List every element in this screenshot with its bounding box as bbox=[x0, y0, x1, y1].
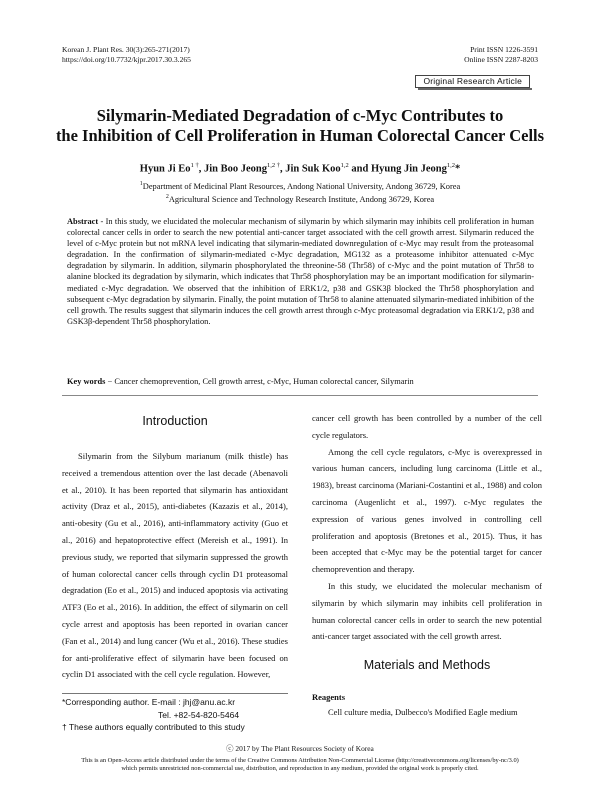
journal-citation: Korean J. Plant Res. 30(3):265-271(2017) bbox=[62, 45, 190, 54]
keywords: Key words − Cancer chemoprevention, Cell growth arrest, c-Myc, Human colorectal cancer, Silymarin bbox=[67, 377, 414, 386]
doi-link[interactable]: https://doi.org/10.7732/kjpr.2017.30.3.265 bbox=[62, 55, 191, 64]
affiliation-1: $^1$Department of Medicinal Plant Resources, Andong National University, Andong 36729, Korea bbox=[139, 181, 461, 191]
online-issn: Online ISSN 2287-8203 bbox=[464, 55, 538, 64]
author-sup: 1,2 † bbox=[266, 162, 280, 169]
title-line-2: the Inhibition of Cell Proliferation in Human Colorectal Cancer Cells bbox=[55, 126, 545, 145]
intro-paragraph-1-continued: cancer cell growth has been controlled by a number of the cell cycle regulators. bbox=[312, 413, 542, 440]
print-issn: Print ISSN 1226-3591 bbox=[470, 45, 538, 54]
reagents-subheading: Reagents bbox=[312, 692, 346, 702]
license-footer bbox=[30, 757, 570, 773]
journal-header bbox=[62, 45, 191, 65]
footnote bbox=[62, 696, 288, 734]
affiliations bbox=[40, 179, 560, 205]
author-sup: 1,2 bbox=[340, 162, 349, 169]
author-name: Jin Suk Koo bbox=[285, 163, 341, 175]
issn-block bbox=[464, 45, 538, 65]
methods-column bbox=[312, 704, 542, 721]
intro-left-column bbox=[62, 448, 288, 683]
author-sep: , bbox=[279, 163, 286, 175]
author-list bbox=[40, 160, 560, 176]
introduction-heading: Introduction bbox=[142, 414, 208, 428]
paper-title bbox=[40, 106, 560, 146]
author-sup: 1,2 bbox=[446, 162, 455, 169]
affiliation-2: $^2$Agricultural Science and Technology Research Institute, Andong 36729, Korea bbox=[165, 193, 435, 204]
author-sep: * bbox=[454, 163, 461, 175]
author-sep: and bbox=[348, 163, 371, 175]
author-sup: 1 † bbox=[190, 162, 199, 169]
keywords-divider bbox=[62, 395, 538, 396]
corresponding-author: *Corresponding author. E-mail : jhj@anu.ac.kr bbox=[62, 697, 236, 707]
copyright-notice: ⓒ 2017 by The Plant Resources Society of Korea bbox=[226, 744, 374, 753]
author-name: Hyung Jin Jeong bbox=[370, 163, 447, 175]
intro-paragraph-3: In this study, we elucidated the molecular mechanism of silymarin by which silymarin may inhibits cell proliferation in human colorectal cancer cells in order to search the new potential anti-cancer target associated with the cell growth arrest. bbox=[312, 580, 542, 642]
methods-heading: Materials and Methods bbox=[363, 658, 491, 672]
keywords-text: Cancer chemoprevention, Cell growth arrest, c-Myc, Human colorectal cancer, Silymarin bbox=[114, 377, 414, 386]
keywords-label: Key words bbox=[67, 377, 106, 386]
author-phone: Tel. +82-54-820-5464 bbox=[158, 709, 240, 720]
abstract: Abstract - In this study, we elucidated the molecular mechanism of silymarin by which silymarin may inhibits cell proliferation in human colorectal cancer cells in order to search the new potential anti-cancer target associated with the cell growth arrest. Silymarin reduced the level of c-Myc protein but not mRNA level indicating that silymarin-mediated downregulation of c-Myc may result from the proteasomal degradation. In the confirmation of silymarin-mediated c-Myc degradation, MG132 as a proteasome inhibitor attenuated c-Myc degradation by silymarin. In addition, silymarin phosphorylated the threonine-58 (Thr58) of c-Myc and the point mutation of Thr58 to alanine blocked its degradation by silymarin, which indicates that Thr58 phosphorylation may be an important modification for silymarin-mediated c-Myc degradation. We observed that the inhibition of ERK1/2, p38 and GSK3β blocked the Thr58 phosphorylation and subsequent c-Myc degradation by silymarin. Finally, the point mutation of Thr58 to alanine attenuated silymarin-mediated inhibition of the cell growth. The results suggest that silymarin induces the cell growth arrest through c-Myc proteasomal degradation via ERK1/2, p38 and GSK3β-dependent Thr58 phosphorylation. bbox=[67, 217, 534, 326]
author-sep: , bbox=[198, 163, 204, 175]
abstract-text: In this study, we elucidated the molecular mechanism of silymarin by which silymarin may inhibits cell proliferation in human colorectal cancer cells in order to search the new potential anti-cancer target associated with the cell growth arrest. Silymarin reduced the level of c-Myc protein but not mRNA level indicating that silymarin-mediated downregulation of c-Myc may result from the proteasomal degradation. In the confirmation of silymarin-mediated c-Myc degradation, MG132 as a proteasome inhibitor attenuated c-Myc degradation by silymarin. In addition, silymarin phosphorylated the threonine-58 (Thr58) of c-Myc and the point mutation of Thr58 to alanine blocked its degradation by silymarin, which indicates that Thr58 phosphorylation may be an important modification for silymarin-mediated c-Myc degradation. We observed that the inhibition of ERK1/2, p38 and GSK3β blocked the Thr58 phosphorylation and subsequent c-Myc degradation by silymarin. Finally, the point mutation of Thr58 to alanine attenuated silymarin-mediated inhibition of the cell growth. The results suggest that silymarin induces the cell growth arrest through c-Myc proteasomal degradation via ERK1/2, p38 and GSK3β-dependent Thr58 phosphorylation. bbox=[67, 217, 534, 326]
title-line-1: Silymarin-Mediated Degradation of c-Myc Contributes to bbox=[96, 106, 504, 125]
intro-right-column bbox=[312, 410, 542, 645]
author-name: Hyun Ji Eo bbox=[139, 163, 191, 175]
intro-paragraph-2: Among the cell cycle regulators, c-Myc is overexpressed in various human cancers, including lung carcinoma (Little et al., 1983), breast carcinoma (Mariani-Costantini et al., 1988) and colon carcinoma (Augenlicht et al., 1997). c-Myc regulates the expression of various genes involved in controlling cell proliferation and apoptosis (Bretones et al., 2015). Thus, it has been accepted that c-Myc may be the potential target for cancer chemoprevention and therapy. bbox=[312, 446, 542, 575]
intro-paragraph-1: Silymarin from the Silybum marianum (milk thistle) has received a tremendous attention over the last decade (Abenavoli et al., 2010). It has been reported that silymarin has antioxidant activity (Draz et al., 2015), anti-diabetes (Kazazis et al., 2014), anti-obesity (Gu et al., 2016), anti-inflammatory activity (Guo et al., 2016) and hepatoprotective effect (Mereish et al., 1991). In previous study, we reported that silymarin suppressed the growth of human colorectal cancer cells through cyclin D1 proteasomal degradation (Eo et al., 2015) and induced apoptosis via activating ATF3 (Eo et al., 2016). In addition, the effect of silymarin on cell cycle arrest and apoptosis has been reported in ovarian cancer (Fan et al., 2014) and lung cancer (Wu et al., 2016). These studies for anti-proliferative effect of silymarin have been focused on cyclin D1 associated with the cell cycle regulation. However, bbox=[62, 451, 288, 680]
footnote-divider bbox=[62, 693, 288, 694]
author-name: Jin Boo Jeong bbox=[203, 163, 267, 175]
methods-paragraph: Cell culture media, Dulbecco's Modified Eagle medium bbox=[328, 707, 518, 717]
abstract-label: Abstract bbox=[67, 217, 99, 226]
article-type-badge: Original Research Article bbox=[415, 75, 530, 88]
license-line-1: This is an Open-Access article distributed under the terms of the Creative Commons Attribution Non-Commercial License (http://creativecommons.org/licenses/by-nc/3.0) bbox=[81, 757, 519, 764]
license-line-2: which permits unrestricted non-commercial use, distribution, and reproduction in any medium, provided the original work is properly cited. bbox=[121, 765, 479, 772]
equal-contribution-note: † These authors equally contributed to this study bbox=[62, 722, 245, 732]
